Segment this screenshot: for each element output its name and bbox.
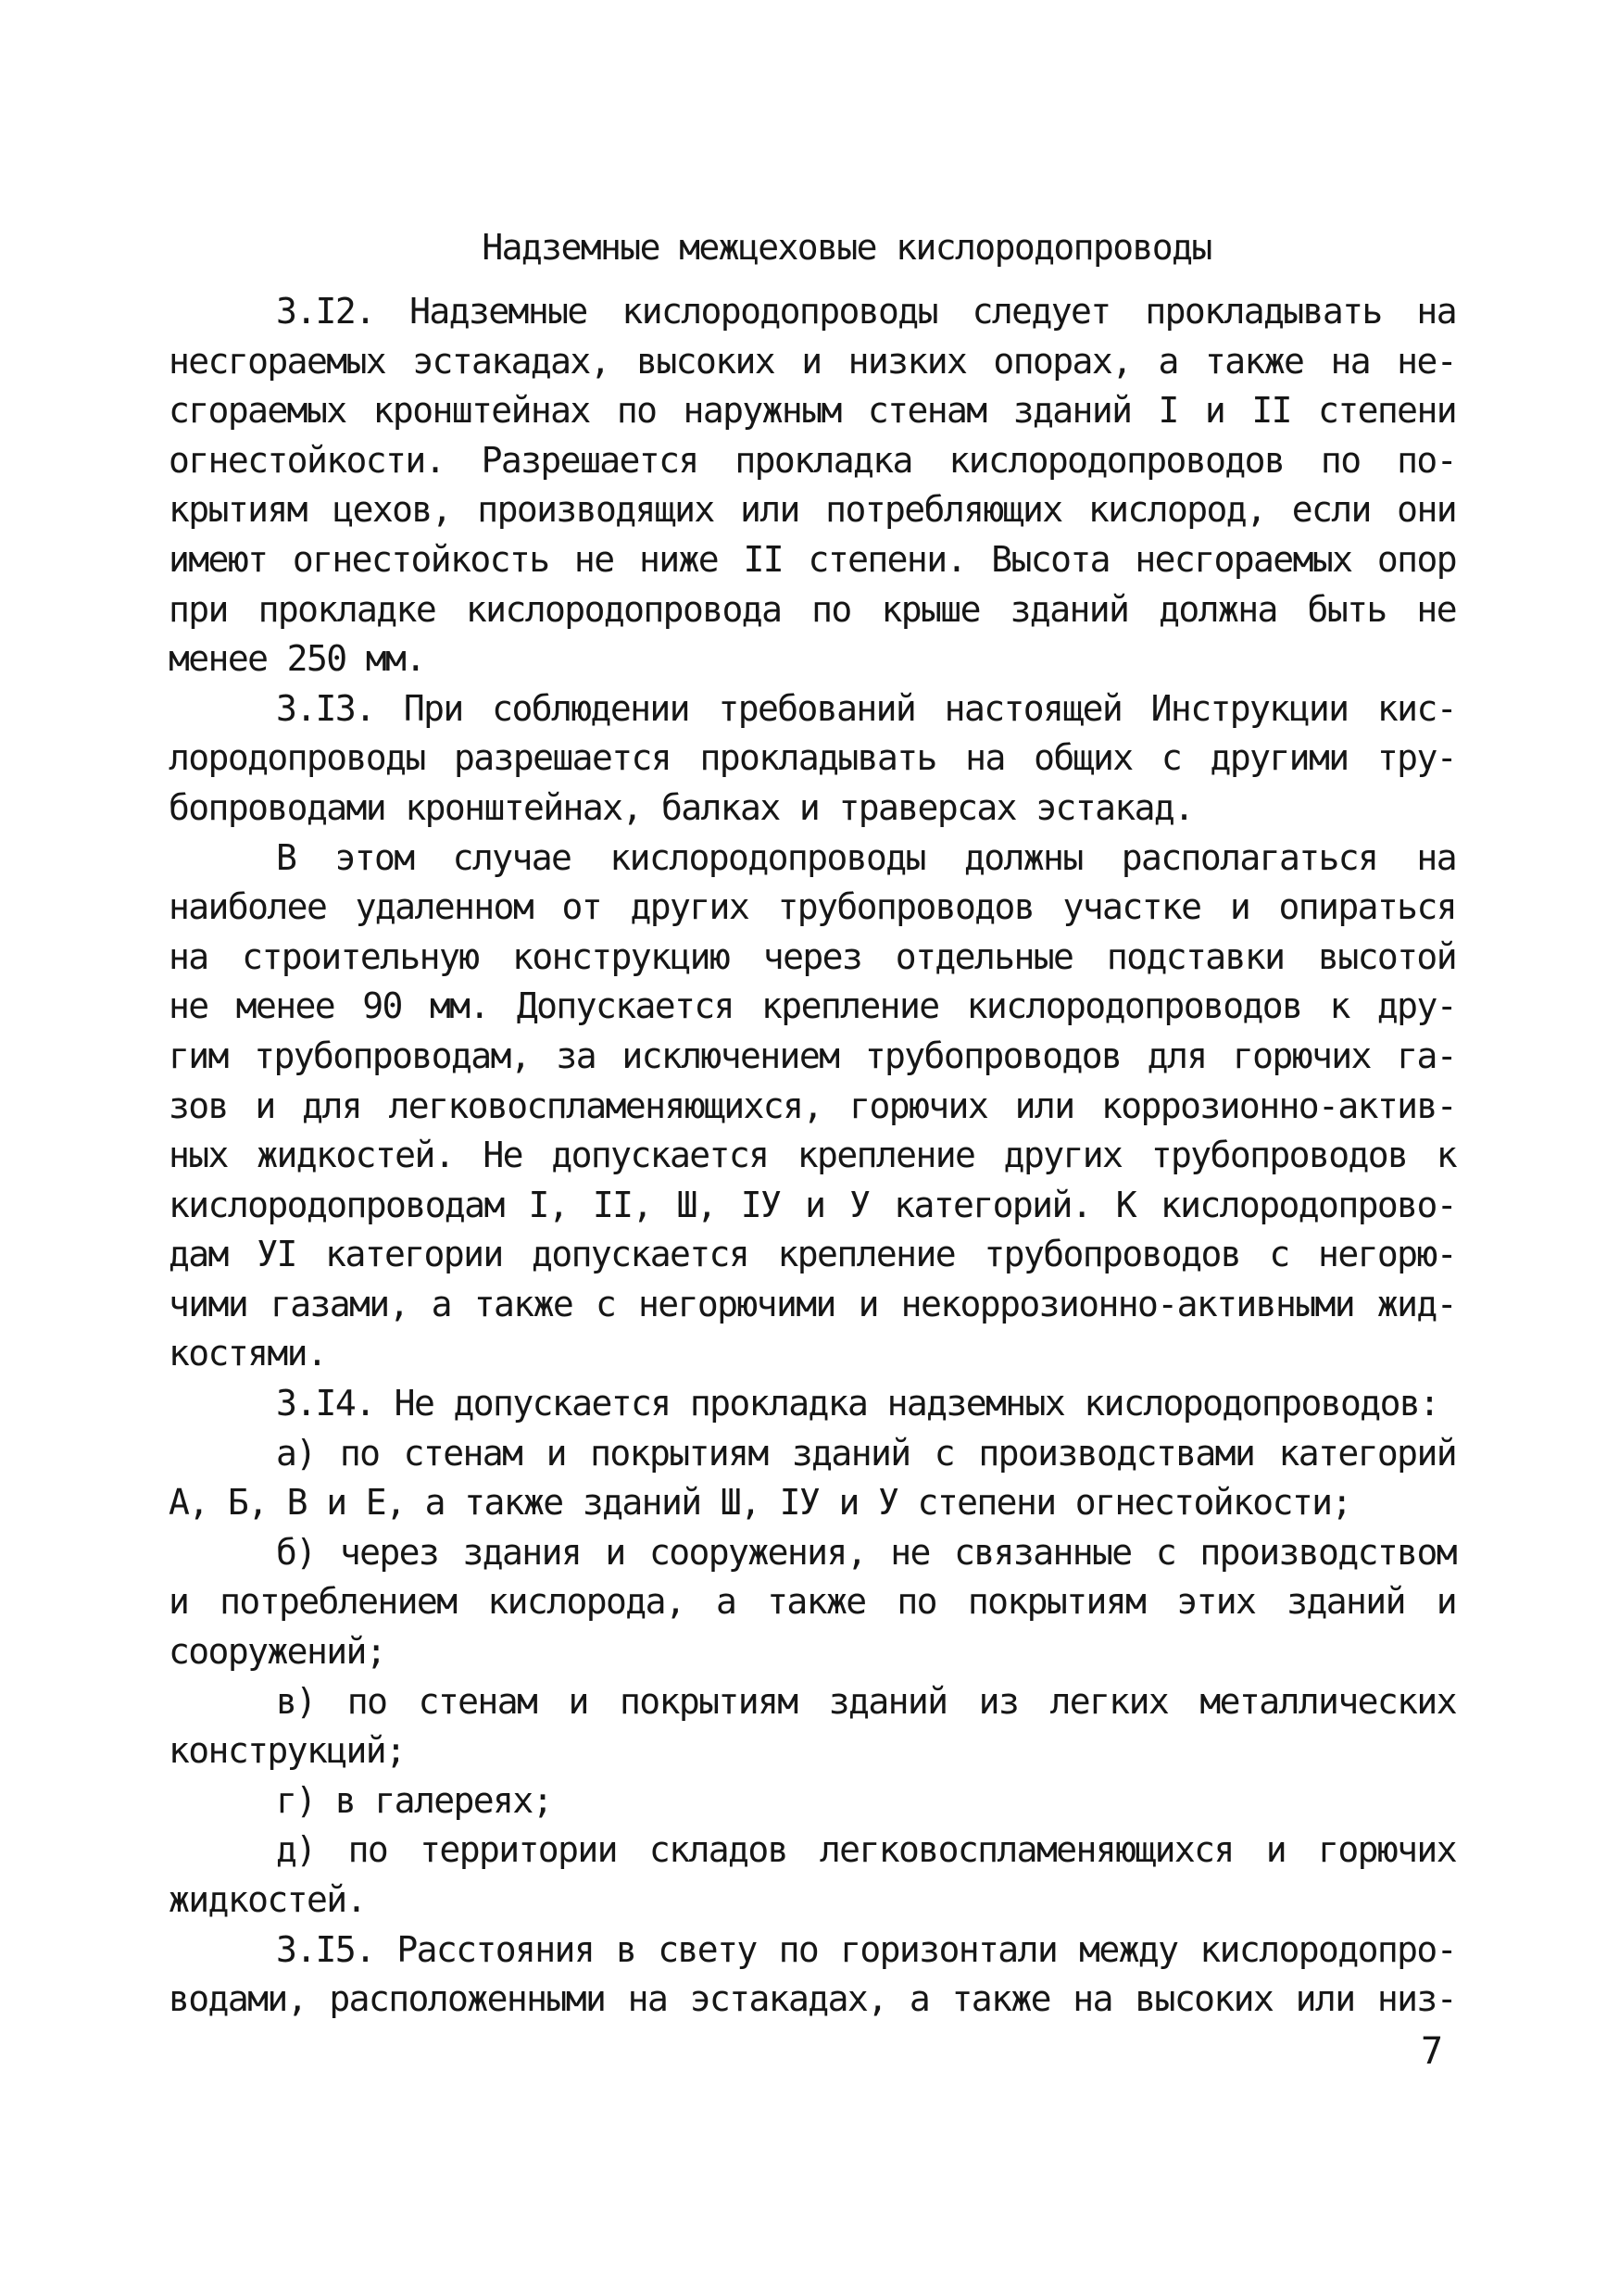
text-line: сооружений; (169, 1631, 386, 1673)
text-line: ных жидкостей. Не допускается крепление других трубопроводов к (169, 1135, 1456, 1176)
text-line: лородопроводы разрешается прокладывать на общих с другими тру- (169, 737, 1456, 779)
text-line: водами, расположенными на эстакадах, а также на высоких или низ- (169, 1978, 1456, 2020)
text-line: а) по стенам и покрытиям зданий с производствами категорий (276, 1432, 1456, 1474)
text-line: в) по стенам и покрытиям зданий из легких металлических (276, 1680, 1456, 1722)
text-line: имеют огнестойкость не ниже II степени. Высота несгораемых опор (169, 538, 1456, 580)
text-line: конструкций; (169, 1730, 406, 1772)
text-line: сгораемых кронштейнах по наружным стенам зданий I и II степени (169, 390, 1456, 432)
text-line: гим трубопроводам, за исключением трубопроводов для горючих га- (169, 1035, 1456, 1076)
text-line: на строительную конструкцию через отдельные подставки высотой (169, 935, 1456, 977)
page-number: 7 (1421, 2030, 1442, 2073)
text-line: 3.I4. Не допускается прокладка надземных кислородопроводов: (276, 1383, 1439, 1424)
text-line: А, Б, В и Е, а также зданий Ш, IУ и У степени огнестойкости; (169, 1482, 1351, 1524)
text-line: В этом случае кислородопроводы должны располагаться на (276, 836, 1456, 878)
text-line: зов и для легковоспламеняющихся, горючих или коррозионно-актив- (169, 1085, 1456, 1126)
text-line: жидкостей. (169, 1879, 366, 1920)
text-line: наиболее удаленном от других трубопроводов участке и опираться (169, 886, 1456, 928)
text-line: при прокладке кислородопровода по крыше зданий должна быть не (169, 588, 1456, 630)
text-line: и потреблением кислорода, а также по покрытиям этих зданий и (169, 1581, 1456, 1623)
text-line: дам УI категории допускается крепление трубопроводов с негорю- (169, 1234, 1456, 1275)
text-line: 3.I5. Расстояния в свету по горизонтали между кислородопро- (276, 1928, 1456, 1970)
text-line: не менее 90 мм. Допускается крепление кислородопроводов к дру- (169, 985, 1456, 1027)
text-line: менее 250 мм. (169, 638, 425, 680)
body-text (169, 287, 1456, 2025)
text-line: крытиям цехов, производящих или потребляющих кислород, если они (169, 489, 1456, 531)
text-line: несгораемых эстакадах, высоких и низких опорах, а также на не- (169, 340, 1456, 382)
text-line: огнестойкости. Разрешается прокладка кислородопроводов по по- (169, 439, 1456, 481)
text-line: бопроводами кронштейнах, балках и траверсах эстакад. (169, 786, 1194, 828)
text-line: г) в галереях; (276, 1779, 552, 1821)
text-line: кислородопроводам I, II, Ш, IУ и У категорий. К кислородопрово- (169, 1184, 1456, 1225)
text-line: д) по территории складов легковоспламеняющихся и горючих (276, 1829, 1456, 1871)
text-line: чими газами, а также с негорючими и некоррозионно-активными жид- (169, 1283, 1456, 1324)
text-line: 3.I3. При соблюдении требований настоящей Инструкции кис- (276, 687, 1456, 729)
text-line: костями. (169, 1333, 327, 1374)
text-line: б) через здания и сооружения, не связанные с производством (276, 1531, 1456, 1573)
text-line: 3.I2. Надземные кислородопроводы следует прокладывать на (276, 291, 1456, 332)
section-heading: Надземные межцеховые кислородопроводы (482, 227, 1211, 268)
